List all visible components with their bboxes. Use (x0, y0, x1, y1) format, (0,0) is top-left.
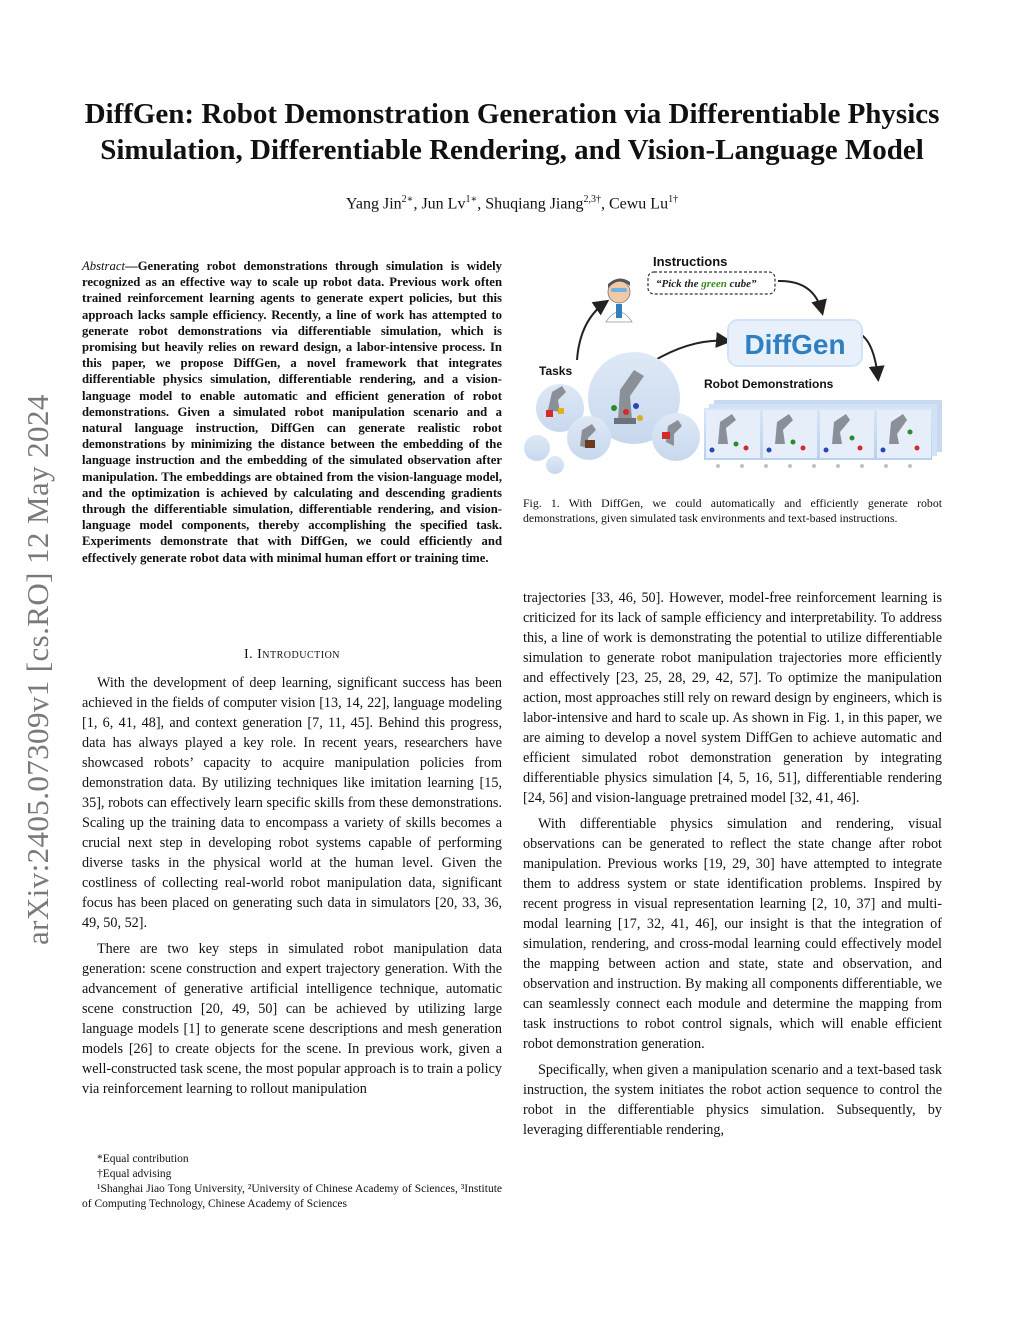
author-list: Yang Jin$^{2∗}$, Jun $Lv^{1∗}$, Shuqiang Jiang$^{2,3\dagger}$, Cewu $Lu^{1\dagger}$ (345, 194, 679, 213)
paragraph: Specifically, when given a manipulation scenario and a text-based task instruction, the system initiates the robot action sequence to control the robot in the differentiable physics simulation. Subsequently, by leveraging differentiable rendering, (523, 1062, 942, 1138)
footnotes (82, 1152, 502, 1212)
right-column-body (523, 588, 942, 1146)
author-mark: 2∗ (401, 194, 414, 205)
abstract (82, 258, 502, 566)
arrow-tasks-to-diffgen (652, 341, 728, 362)
diffgen-logo (728, 320, 862, 366)
author-mark: 2,3† (583, 194, 601, 205)
paragraph: With differentiable physics simulation and rendering, visual observations can be generated to reflect the state change after robot manipulation. Previous works [19, 29, 30] have attempted to integrate them to address system or state identification problems. Inspired by recent progress in visual representation learning [2, 10, 37] and multi-modal learning [17, 32, 41, 46], our insight is that the integration of simulation, rendering, and cross-modal learning could effectively model the mapping between action and state, state and observation, and observation and instruction. By making all components differentiable, we can seamlessly connect each module and determine the mapping from task instructions to robot control signals, which will enable efficient robot demonstration generation. (523, 816, 942, 1052)
section-title: Introduction (257, 647, 341, 662)
paragraph: With the development of deep learning, significant success has been achieved in the fields of computer vision [13, 14, 22], language modeling [1, 6, 41, 48], and context generation [7, 11, 45]. Behind this progress, data has always played a key role. In recent years, researchers have showcased robots’ capacity to acquire manipulation policies from demonstration data. By utilizing techniques like imitation learning [15, 35], robots can effectively learn specific skills from these demonstrations. Scaling up the training data to encompass a variety of skills becomes a crucial next step in developing robot systems capable of performing diverse tasks in the physical world at the human level. Given the costliness of collecting real-world robot manipulation data, significant focus has been placed on generating such data in simulators [20, 33, 36, 49, 50, 52]. (82, 675, 502, 931)
tasks-label: Tasks (539, 364, 573, 378)
author-name: Jun Lv (421, 195, 466, 213)
footnote: *Equal contribution (97, 1153, 189, 1165)
paper-title: DiffGen: Robot Demonstration Generation via Differentiable Physics Simulation, Differentiable Rendering, and Vision-Language Model (84, 98, 940, 166)
section-number: I. (243, 647, 254, 662)
footnote-affiliations: ¹Shanghai Jiao Tong University, ²University of Chinese Academy of Sciences, ³Institute of Computing Technology, Chinese Academy of Sciences (82, 1183, 502, 1210)
arrow-tasks-to-human (577, 302, 606, 360)
figure-illustration (522, 250, 942, 475)
author-name: Cewu Lu (608, 195, 669, 213)
arxiv-identifier: arXiv:2405.07309v1 [cs.RO] 12 May 2024 (20, 394, 55, 945)
author-name: Shuqiang Jiang (485, 195, 584, 213)
instructions-label: Instructions (653, 254, 728, 269)
human-icon (606, 278, 632, 322)
author-mark: 1∗ (465, 194, 478, 205)
demo-frames (704, 400, 942, 468)
figure-caption: Fig. 1. With DiffGen, we could automatically and efficiently generate robot demonstrations, given simulated task environments and text-based instructions. (523, 496, 942, 525)
paragraph: trajectories [33, 46, 50]. However, model-free reinforcement learning is criticized for its lack of sample efficiency and interpretability. To address this, a line of work is demonstrating the potential to utilize differentiable simulation to generate robot manipulation trajectories more efficiently and effectively [23, 25, 28, 29, 42, 57]. To optimize the manipulation action, most approaches still rely on reward design by engineers, which is labor-intensive and hard to scale up. As shown in Fig. 1, in this paper, we are aiming to develop a novel system DiffGen to achieve automatic and efficient simulated robot demonstration generation by integrating differentiable physics simulation [4, 5, 16, 51], differentiable rendering [24, 56] and vision-language pretrained model [32, 41, 46]. (523, 590, 942, 806)
instruction-text: “Pick the green cube” (656, 278, 757, 290)
section-heading (82, 645, 502, 665)
demos-label: Robot Demonstrations (704, 377, 834, 391)
abstract-text: —Generating robot demonstrations through simulation is widely recognized as an effective way to scale up robot data. Previous work often trained reinforcement learning agents to generate expert policies, but this approach lacks sample efficiency. Recently, a line of work has attempted to generate robot demonstrations via differentiable simulation, which is promising but heavily relies on reward design, a labor-intensive process. In this paper, we propose DiffGen, a novel framework that integrates differentiable physics simulation, differentiable rendering, and a vision-language model to enable automatic and efficient generation of robot demonstrations. Given a simulated robot manipulation scenario and a natural language instruction, DiffGen can generate realistic robot demonstrations by minimizing the distance between the embedding of the language instruction and the embedding of the simulated observation after manipulation. The embeddings are obtained from the vision-language model, and the optimization is achieved by calculating and descending gradients through the differentiable simulation, differentiable rendering, and vision-language model components, thereby accomplishing the specified task. Experiments demonstrate that with DiffGen, we could efficiently and effectively generate robot data with minimal human effort or training time. (82, 259, 502, 565)
abstract-lead: Abstract (82, 259, 125, 273)
diffgen-logo-text: DiffGen (744, 329, 846, 360)
author-name: Yang Jin (345, 195, 402, 213)
paragraph: There are two key steps in simulated robot manipulation data generation: scene construction and expert trajectory generation. With the advancement of generative artificial intelligence technique, automatic scene construction [20, 49, 50] can be achieved by utilizing large language models [1] to generate scene descriptions and mesh generation models [26] to create objects for the scene. In previous work, given a well-constructed task scene, the most popular approach is to train a policy via reinforcement learning to rollout manipulation (82, 941, 502, 1097)
arrow-instruction-to-diffgen (778, 281, 822, 312)
left-column-body (82, 645, 502, 1105)
figure-1 (522, 250, 942, 475)
footnote: †Equal advising (97, 1168, 172, 1180)
author-mark: 1† (668, 194, 679, 205)
